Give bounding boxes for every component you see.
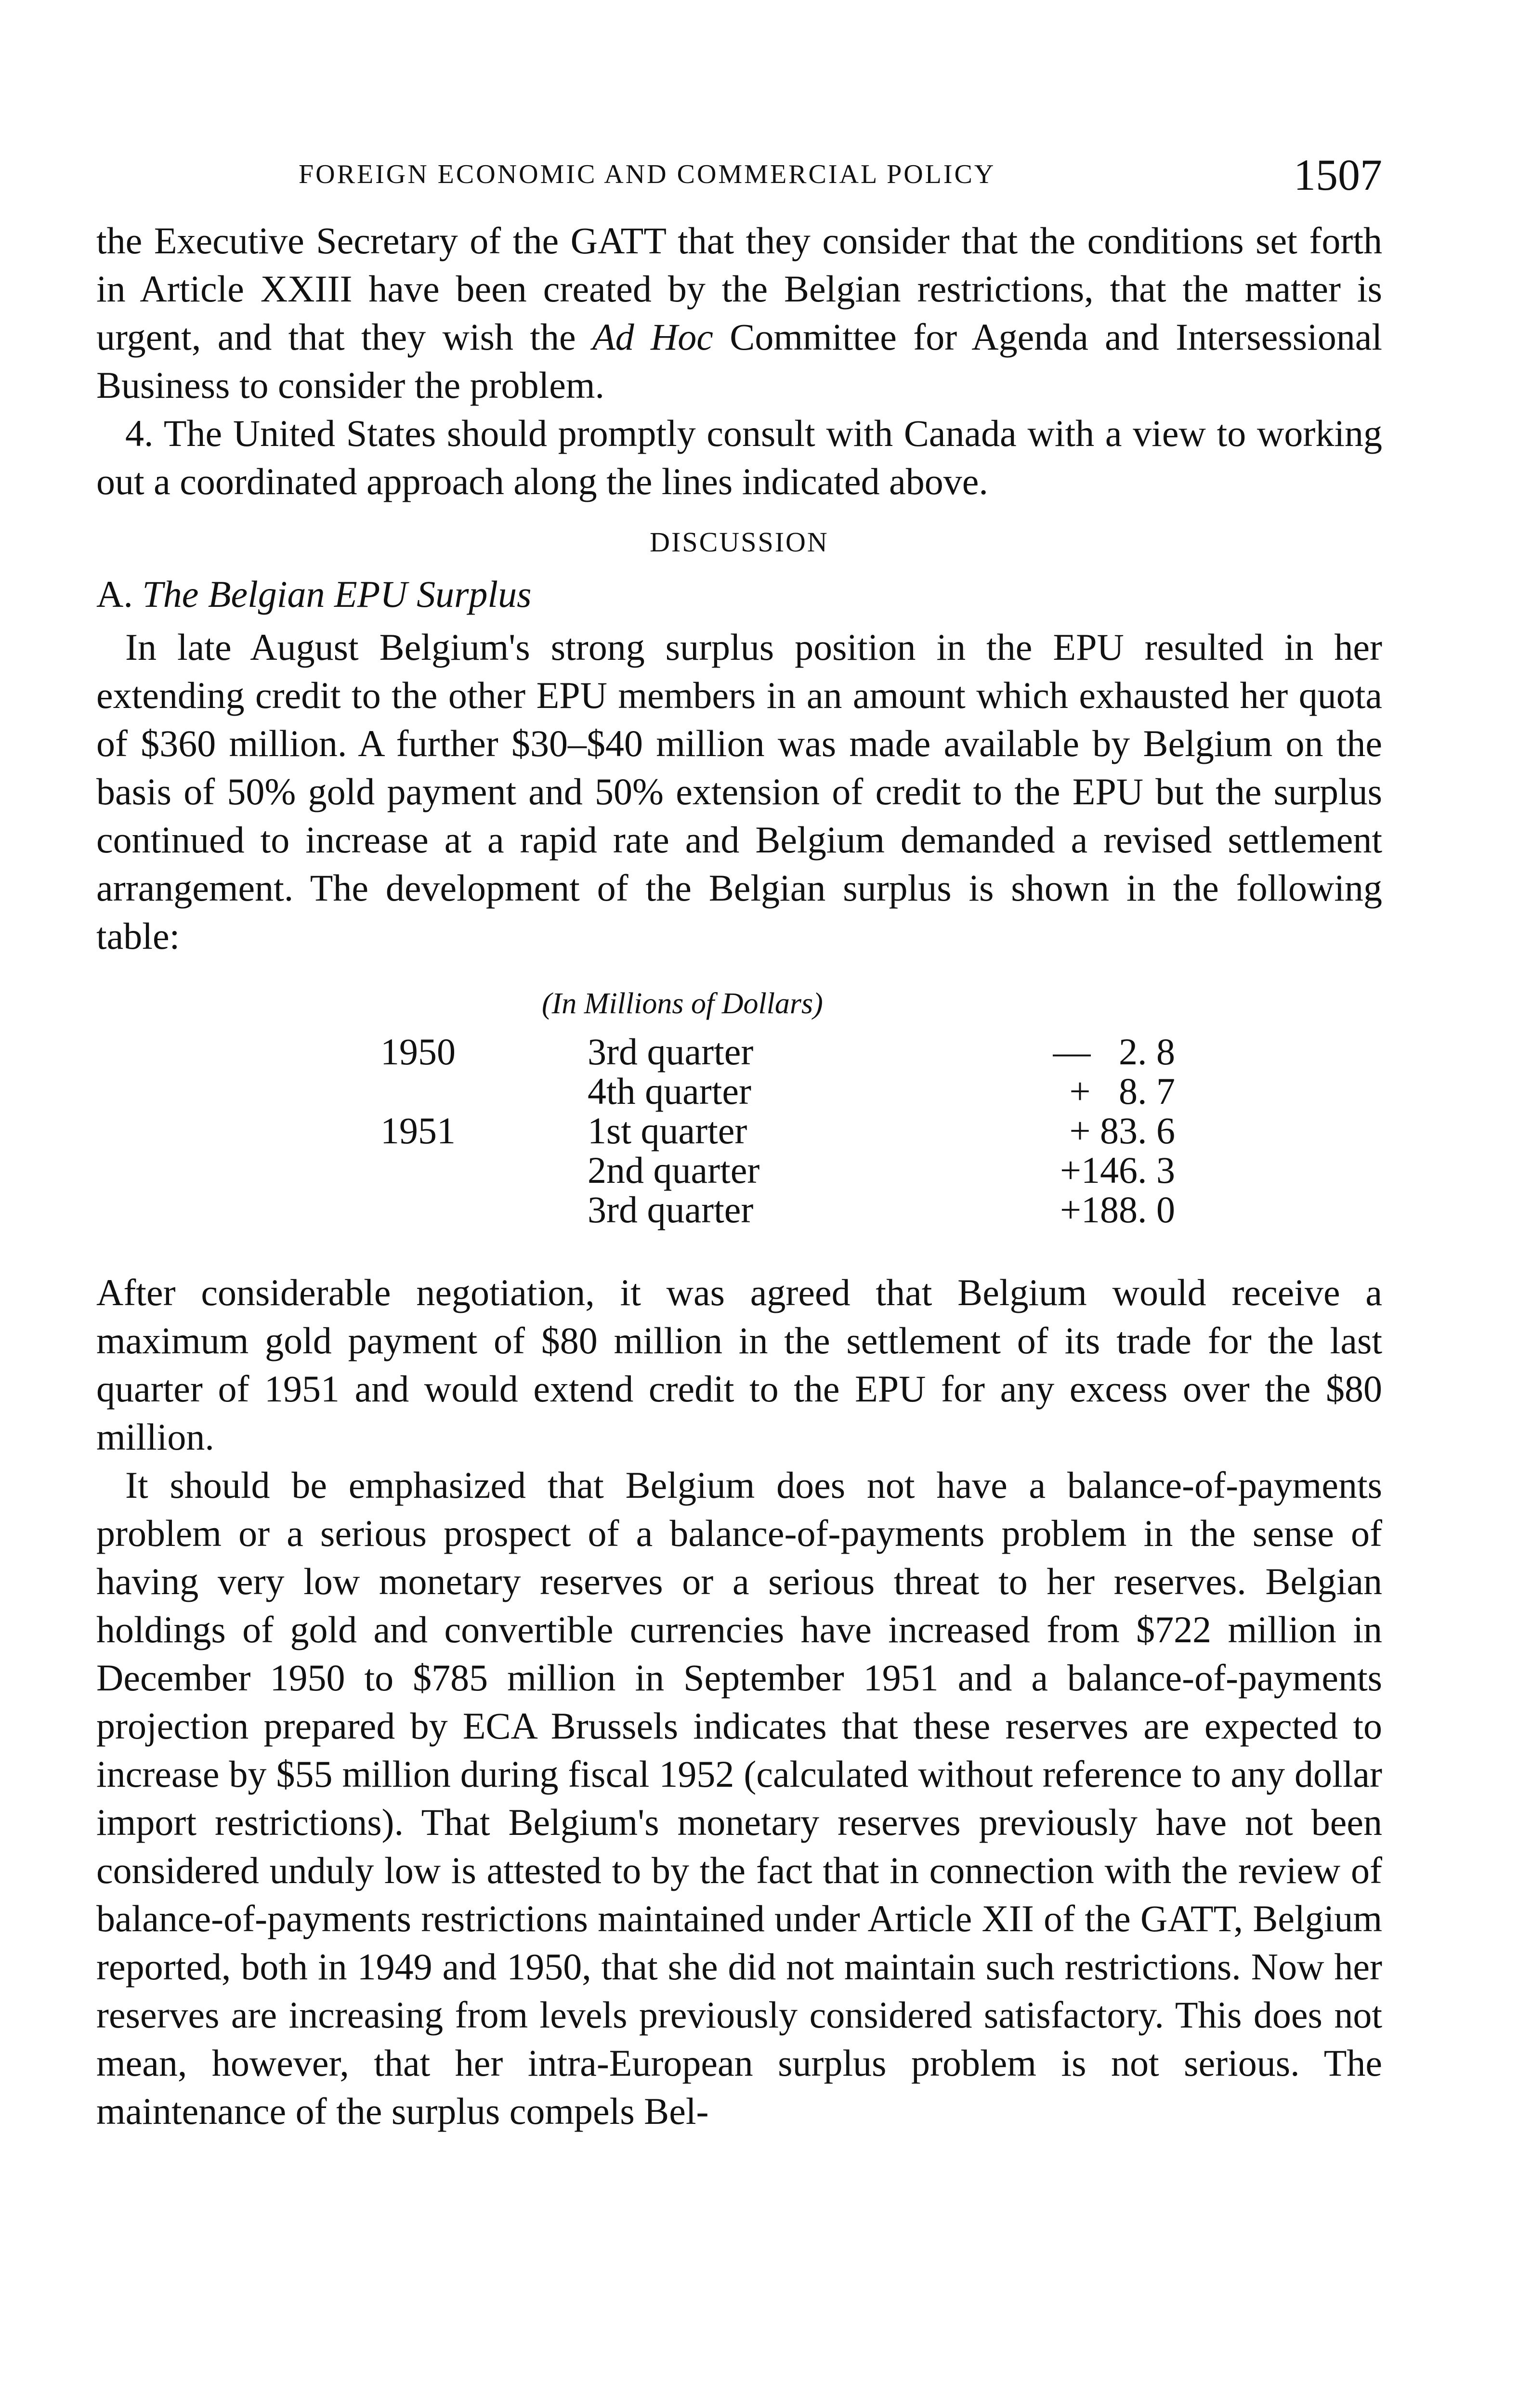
paragraph-text: Committee for Agenda and Intersessional Business to consider the problem. xyxy=(96,316,1383,406)
running-head xyxy=(96,150,1382,206)
table-value: + 83. 6 xyxy=(1069,1110,1175,1152)
table-value: + 8. 7 xyxy=(1069,1070,1175,1112)
table-period: 2nd quarter xyxy=(588,1149,760,1191)
subsection-letter: A. xyxy=(96,573,133,615)
table-value: — 2. 8 xyxy=(1053,1031,1175,1073)
table-row xyxy=(96,1028,1382,1073)
table-year: 1951 xyxy=(380,1110,456,1152)
subsection-heading xyxy=(96,570,1382,618)
body-text xyxy=(96,217,1382,2135)
paragraph-reserves: It should be emphasized that Belgium does not have a balance-of-payments problem or a serious prospect of a balance-of-payments problem in the sense of having very low monetary reserves or a serious threat to her reserves. Belgian holdings of gold and convertible currencies have increased from $722 million in December 1950 to $785 million in September 1951 and a balance-of-payments projection prepared by ECA Brussels indicates that these reserves are expected to increase by $55 million during fiscal 1952 (calculated without reference to any dollar import restrictions). That Belgium's monetary reserves previously have not been considered unduly low is attested to by the fact that in connection with the review of balance-of-payments restrictions maintained under Article XII of the GATT, Belgium reported, both in 1949 and 1950, that she did not maintain such restrictions. Now her reserves are increasing from levels previously considered satisfactory. This does not mean, however, that her intra-European surplus problem is not serious. The maintenance of the surplus compels Bel- xyxy=(96,1464,1382,2132)
subsection-title: The Belgian EPU Surplus xyxy=(142,573,532,615)
running-title: FOREIGN ECONOMIC AND COMMERCIAL POLICY xyxy=(299,159,996,189)
section-heading-discussion: DISCUSSION xyxy=(650,526,829,558)
table-period: 3rd quarter xyxy=(588,1031,754,1073)
paragraph-recommendation-4: 4. The United States should promptly consult with Canada with a view to working out a coordinated approach along the lines indicated above. xyxy=(96,412,1382,502)
table-row xyxy=(96,1067,1382,1112)
table-value: +188. 0 xyxy=(1060,1189,1175,1230)
table-value: +146. 3 xyxy=(1060,1149,1175,1191)
table-row xyxy=(96,1107,1382,1152)
page-number: 1507 xyxy=(1294,150,1382,199)
table-period: 3rd quarter xyxy=(588,1189,754,1230)
paragraph-text: the Executive Secretary of the GATT that they consider that the conditions set forth in Article XXIII have been created by the Belgian restrictions, that the matter is urgent, and that they wish the xyxy=(96,220,1382,358)
paragraph-continuation xyxy=(96,217,1382,409)
table-period: 4th quarter xyxy=(588,1070,752,1112)
paragraph-epu-surplus: In late August Belgium's strong surplus position in the EPU resulted in her extending credit to the other EPU members in an amount which exhausted her quota of $360 million. A further $30–$40 million was made available by Belgium on the basis of 50% gold payment and 50% extension of credit to the EPU but the surplus continued to increase at a rapid rate and Belgium demanded a revised settlement arrangement. The development of the Belgian surplus is shown in the following table: xyxy=(96,626,1382,957)
italic-term: Ad Hoc xyxy=(592,316,713,358)
table-row xyxy=(96,1146,1382,1191)
surplus-table xyxy=(96,980,1382,1249)
table-caption: (In Millions of Dollars) xyxy=(542,987,823,1020)
table-period: 1st quarter xyxy=(588,1110,747,1152)
table-row xyxy=(96,1186,1382,1230)
paragraph-negotiation: After considerable negotiation, it was agreed that Belgium would receive a maximum gold payment of $80 million in the settlement of its trade for the last quarter of 1951 and would extend credit to the EPU for any excess over the $80 million. xyxy=(96,1271,1382,1458)
table-year: 1950 xyxy=(380,1031,456,1073)
